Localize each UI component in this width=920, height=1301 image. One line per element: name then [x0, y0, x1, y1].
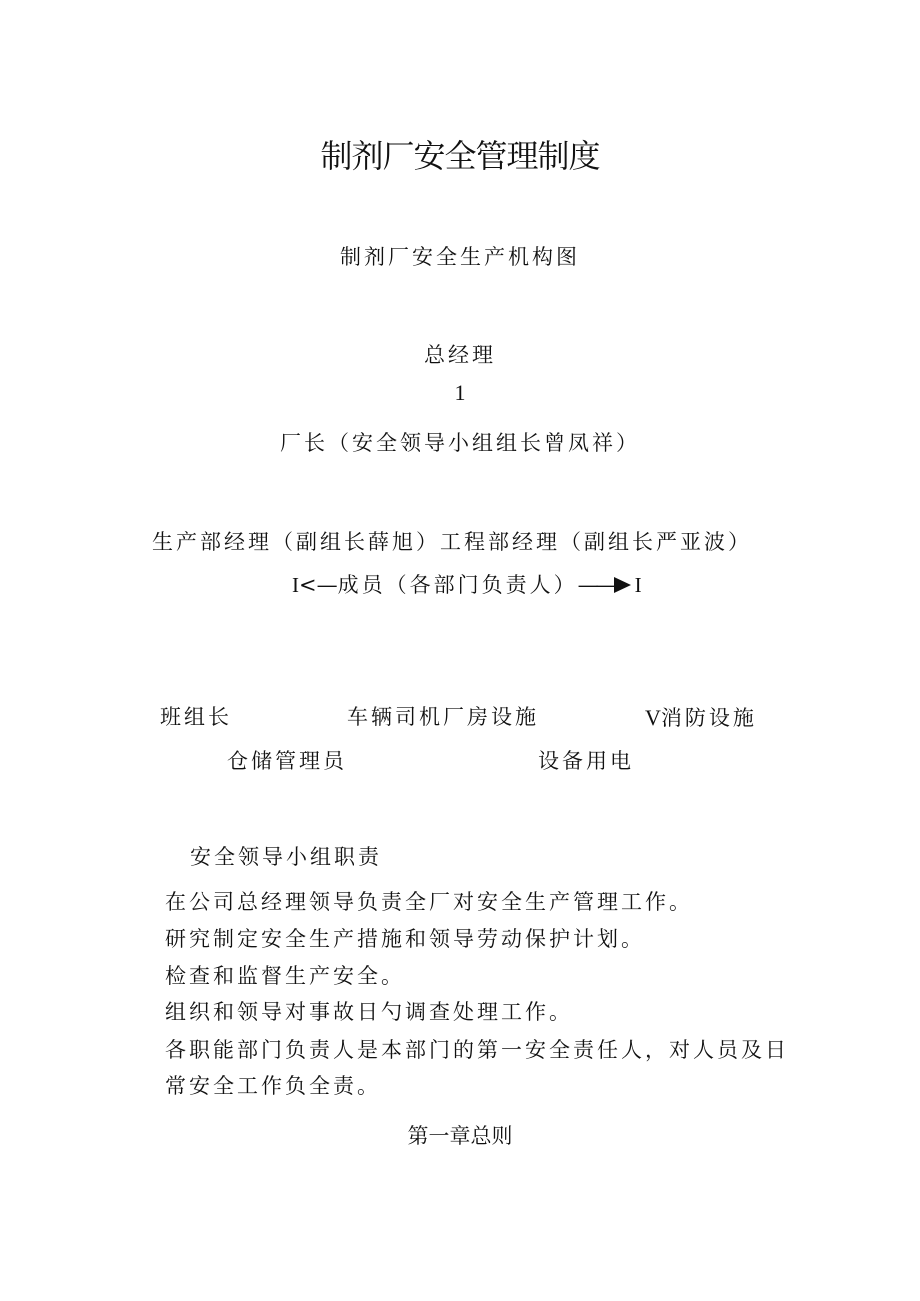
org-chart-heading: 制剂厂安全生产机构图 [340, 245, 580, 269]
fire-facilities-marker: V [645, 705, 661, 730]
duties-heading: 安全领导小组职责 [190, 845, 382, 869]
org-chart-drivers-facilities: 车辆司机厂房设施 [347, 705, 539, 729]
left-bracket-bar: I [292, 573, 299, 597]
duties-line: 检查和监督生产安全。 [165, 964, 405, 988]
duties-line: 研究制定安全生产措施和领导劳动保护计划。 [165, 927, 645, 951]
duties-line: 组织和领导对事故日勺调查处理工作。 [165, 1000, 573, 1024]
org-chart-connector: 1 [454, 380, 466, 405]
org-chart-equipment-power: 设备用电 [538, 749, 634, 773]
duties-line: 常安全工作负全责。 [165, 1074, 381, 1098]
org-chart-general-manager: 总经理 [424, 343, 496, 367]
right-arrow-head-icon [614, 577, 631, 593]
org-chart-factory-director: 厂长（安全领导小组组长曾凤祥） [280, 431, 640, 455]
right-dash: —— [577, 573, 614, 597]
org-chart-department-managers: 生产部经理（副组长薛旭）工程部经理（副组长严亚波） [152, 530, 752, 554]
duties-line: 各职能部门负责人是本部门的第一安全责任人，对人员及日 [165, 1038, 789, 1062]
org-chart-fire-facilities [645, 707, 757, 729]
members-label: 成员（各部门负责人） [337, 573, 578, 597]
org-chart-members-row [292, 575, 642, 596]
right-bracket-bar: I [634, 573, 642, 597]
duties-line: 在公司总经理领导负责全厂对安全生产管理工作。 [165, 890, 693, 914]
document-title: 制剂厂安全管理制度 [320, 137, 600, 175]
fire-facilities-label: 消防设施 [660, 706, 757, 730]
org-chart-team-leader: 班组长 [160, 705, 232, 729]
chapter-heading: 第一章总则 [407, 1124, 513, 1148]
left-arrow: <— [299, 573, 338, 597]
org-chart-warehouse-manager: 仓储管理员 [227, 749, 347, 773]
